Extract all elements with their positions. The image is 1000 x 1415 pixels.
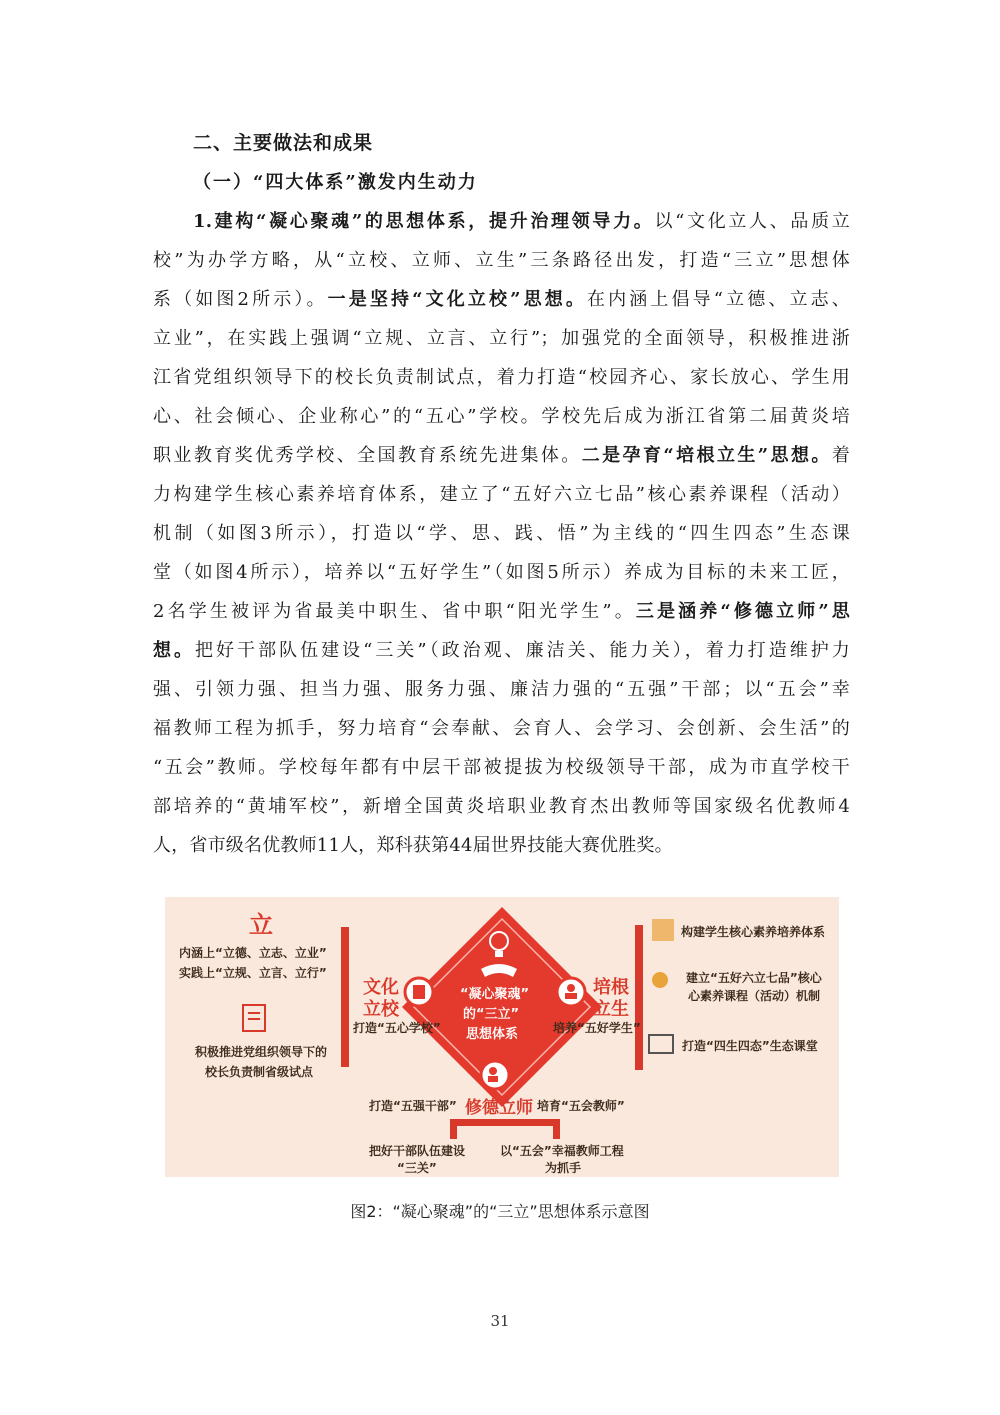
paragraph-line (153, 280, 850, 319)
text-run: 人，省市级名优教师11人，郑科获第44届世界技能大赛优胜奖。 (153, 835, 673, 856)
paragraph-line (153, 631, 850, 670)
text-run: 机制（如图3所示），打造以“学、思、践、悟”为主线的“四生四态”生态课 (153, 523, 850, 544)
body-paragraph (153, 202, 850, 865)
classroom-icon (649, 1035, 673, 1053)
paragraph-line (153, 202, 850, 241)
bold-text: 一是坚持“文化立校”思想。 (327, 289, 588, 310)
bold-text: 二是孕育“培根立生”思想。 (581, 445, 832, 466)
text-run: 着 (831, 445, 850, 466)
bottom-right-1: 以“五会”幸福教师工程 (500, 1144, 624, 1158)
text-run: 堂（如图4所示），培养以“五好学生”（如图5所示）养成为目标的未来工匠， (153, 562, 850, 583)
peigen-label-1: 培根 (593, 977, 629, 998)
paragraph-line (153, 670, 850, 709)
left-bottom-1: 积极推进党组织领导下的 (195, 1045, 328, 1059)
wuxin-label: 打造“五心学校” (353, 1021, 441, 1035)
paragraph-line (153, 787, 850, 826)
paragraph-line (153, 826, 850, 865)
text-run: 部培养的“黄埔军校”，新增全国黄炎培职业教育杰出教师等国家级名优教师4 (153, 796, 850, 817)
right-text-2b: 心素养课程（活动）机制 (688, 989, 821, 1003)
right-text-3: 打造“四生四态”生态课堂 (682, 1039, 818, 1053)
right-text-1: 构建学生核心素养培养体系 (681, 925, 826, 939)
paragraph-line (153, 592, 850, 631)
text-run: “五会”教师。学校每年都有中层干部被提拔为校级领导干部，成为市直学校干 (153, 757, 850, 778)
bold-text: 三是涵养“修德立师”思 (635, 601, 850, 622)
left-text-2: 实践上“立规、立言、立行” (179, 966, 327, 980)
paragraph-line (153, 397, 850, 436)
wuhui-label: 培育“五会教师” (537, 1099, 625, 1113)
left-bottom-2: 校长负责制省级试点 (205, 1065, 314, 1079)
xiude-label: 修德立师 (465, 1098, 533, 1118)
paragraph-line (153, 748, 850, 787)
certificate-icon (652, 919, 674, 941)
left-text-1: 内涵上“立德、立志、立业” (179, 946, 327, 960)
wuqiang-label: 打造“五强干部” (369, 1099, 457, 1113)
text-run: 强、引领力强、担当力强、服务力强、廉洁力强的“五强”干部；以“五会”幸 (153, 679, 850, 700)
center-line-3: 思想体系 (466, 1027, 519, 1042)
peigen-label-2: 立生 (593, 999, 629, 1020)
text-run: 心、社会倾心、企业称心”的“五心”学校。学校先后成为浙江省第二届黄炎培 (153, 406, 850, 427)
center-line-2: 的“三立” (463, 1007, 520, 1022)
teacher-icon (481, 1061, 509, 1089)
figure-caption: 图2：“凝心聚魂”的“三立”思想体系示意图 (350, 1202, 650, 1221)
worker-icon (652, 972, 668, 988)
paragraph-line (153, 241, 850, 280)
wenhua-label-1: 文化 (363, 977, 399, 998)
text-run: 以“文化立人、品质立 (654, 211, 850, 232)
section-heading: 二、主要做法和成果 (193, 132, 374, 154)
paragraph-line (153, 475, 850, 514)
text-run: 2名学生被评为省最美中职生、省中职“阳光学生”。 (153, 601, 636, 622)
text-run: 职业教育奖优秀学校、全国教育系统先进集体。 (153, 445, 582, 466)
bottom-left-1: 把好干部队伍建设 (369, 1144, 466, 1158)
bottom-left-2: “三关” (397, 1161, 437, 1175)
text-run: 校”为办学方略，从“立校、立师、立生”三条路径出发，打造“三立”思想体 (153, 250, 850, 271)
li-character: 立 (249, 910, 273, 939)
text-run: 力构建学生核心素养培育体系，建立了“五好六立七品”核心素养课程（活动） (153, 484, 850, 505)
right-text-2a: 建立“五好六立七品”核心 (686, 971, 822, 985)
subsection-heading: （一）“四大体系”激发内生动力 (193, 172, 478, 193)
paragraph-line (153, 709, 850, 748)
text-run: 江省党组织领导下的校长负责制试点，着力打造“校园齐心、家长放心、学生用 (153, 367, 850, 388)
figure-three-li-system (165, 897, 839, 1177)
paragraph-line (153, 553, 850, 592)
paragraph-line (153, 319, 850, 358)
text-run: 立业”，在实践上强调“立规、立言、立行”；加强党的全面领导，积极推进浙 (153, 328, 850, 349)
text-run: 把好干部队伍建设“三关”（政治观、廉洁关、能力关），着力打造维护力 (195, 640, 850, 661)
paragraph-line (153, 436, 850, 475)
text-run: 系（如图2所示）。 (153, 289, 328, 310)
center-line-1: “凝心聚魂” (460, 987, 530, 1002)
paragraph-line (153, 514, 850, 553)
page-number: 31 (490, 1312, 510, 1330)
text-run: 福教师工程为抓手，努力培育“会奉献、会育人、会学习、会创新、会生活”的 (153, 718, 850, 739)
bold-text: 1.建构“凝心聚魂”的思想体系，提升治理领导力。 (193, 211, 655, 232)
wenhua-label-2: 立校 (363, 999, 399, 1020)
wuhao-label: 培养“五好学生” (553, 1021, 641, 1035)
text-run: 在内涵上倡导“立德、立志、 (587, 289, 850, 310)
bold-text: 想。 (153, 640, 196, 661)
paragraph-line (153, 358, 850, 397)
bottom-right-2: 为抓手 (545, 1161, 582, 1175)
